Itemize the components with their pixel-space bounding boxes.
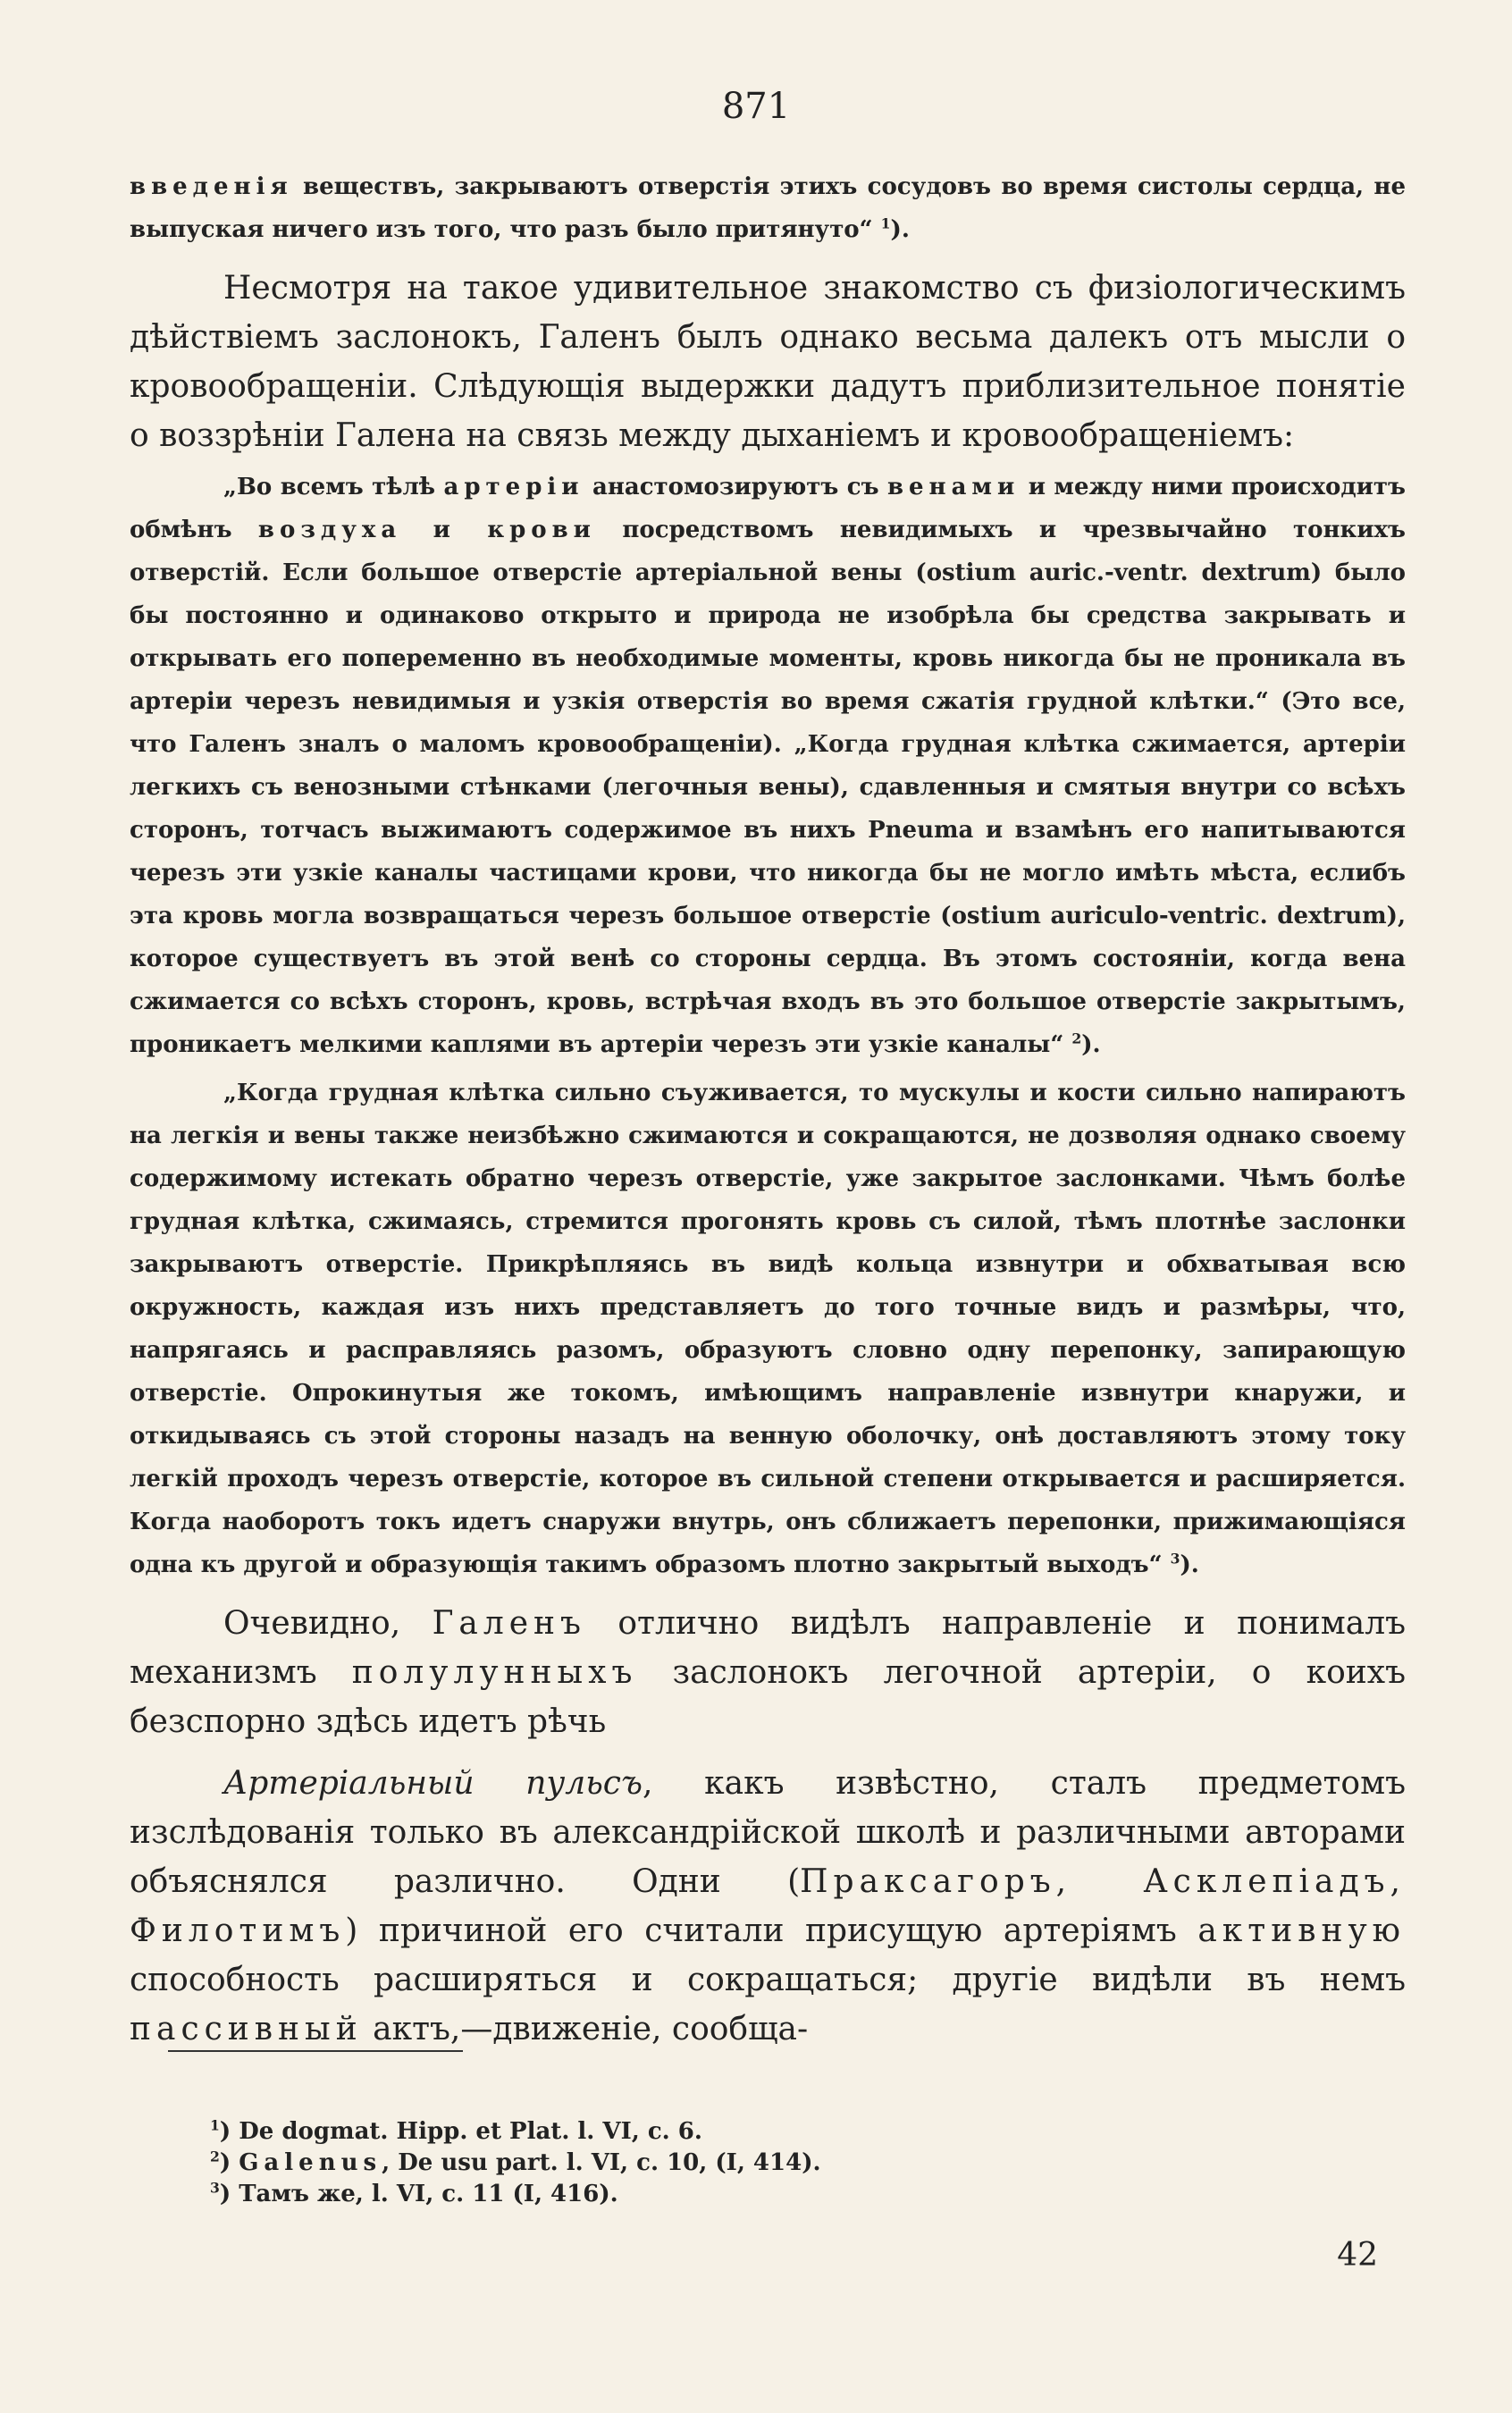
quote-paragraph-2 xyxy=(130,1072,1406,1586)
footnote-mark: 1 xyxy=(210,2116,220,2134)
main-text xyxy=(130,165,1406,2054)
footnote-text: , De usu part. l. VI, c. 10, (I, 414). xyxy=(382,2149,821,2176)
footnote-author: Galenus xyxy=(239,2149,382,2176)
italic-term: Артеріальный пульсъ xyxy=(223,1765,643,1802)
footnote-ref-2: 2 xyxy=(1071,1030,1082,1047)
spaced-text: полулунныхъ xyxy=(351,1654,638,1691)
text-run: ). xyxy=(1180,1551,1199,1578)
paragraph-3 xyxy=(130,1599,1406,1746)
quote-paragraph-1 xyxy=(130,466,1406,1066)
spaced-text: пассивный xyxy=(130,2011,363,2047)
spaced-text: введенія xyxy=(130,173,293,200)
text-run: , какъ извѣстно, сталъ предметомъ изслѣдованія только въ александрійской школѣ и различными авторами объяснялся различно. Одни ( xyxy=(130,1765,1406,1900)
footnote-1 xyxy=(210,2116,821,2148)
text-run: ) причиной его считали присущую артеріямъ xyxy=(345,1913,1198,1949)
paragraph-2: Несмотря на такое удивительное знакомство съ физіологическимъ дѣйствіемъ заслонокъ, Галенъ былъ однако весьма далекъ отъ мысли о кровообращеніи. Слѣдующія выдержки дадутъ приблизительное понятіе о воззрѣніи Галена на связь между дыханіемъ и кровообращеніемъ: xyxy=(130,270,1406,454)
text-run: „Во всемъ тѣлѣ xyxy=(223,474,444,500)
footnote-text: ) De dogmat. Hipp. et Plat. l. VI, c. 6. xyxy=(219,2118,702,2145)
footnote-mark: 3 xyxy=(210,2179,220,2197)
footnote-divider xyxy=(168,2050,463,2052)
paragraph-1 xyxy=(130,165,1406,251)
text-run: ). xyxy=(1081,1031,1101,1058)
footnote-mark: 2 xyxy=(210,2148,220,2165)
footnote-text: ) Тамъ же, l. VI, c. 11 (I, 416). xyxy=(219,2181,618,2207)
footnote-2: $^2$) Galenus, De usu part. l. VI, c. 10, (I, 414). xyxy=(210,2148,821,2176)
text-run: „Когда грудная клѣтка сильно съуживается, то мускулы и кости сильно напираютъ на легкія и вены также неизбѣжно сжимаются и сокращаются, не дозволяя однако своему содержимому истекать обратно черезъ отверстіе, уже закрытое заслонками. Чѣмъ болѣе грудная клѣтка, сжимаясь, стремится прогонять кровь съ силой, тѣмъ плотнѣе заслонки закрываютъ отверстіе. Прикрѣпляясь въ видѣ кольца извнутри и обхватывая всю окружность, каждая изъ нихъ представляетъ до того точные видъ и размѣры, что, напрягаясь и расправляясь разомъ, образуютъ словно одну перепонку, запирающую отверстіе. Опрокинутыя же токомъ, имѣющимъ направленіе извнутри кнаружи, и откидываясь съ этой стороны назадъ на венную оболочку, онѣ доставляютъ этому току легкій проходъ черезъ отверстіе, которое въ сильной степени открывается и расширяется. Когда наоборотъ токъ идетъ снаружи внутрь, онъ сближаетъ перепонки, прижимающіяся одна къ другой и образующія такимъ образомъ плотно закрытый выходъ“ xyxy=(130,1080,1406,1578)
footnote-ref-3: 3 xyxy=(1170,1550,1180,1568)
text-run: анастомозируютъ съ xyxy=(584,474,887,500)
text-run: посредствомъ невидимыхъ и чрезвычайно тонкихъ отверстій. Если большое отверстіе артеріальной вены (ostium auric.-ventr. dextrum) было бы постоянно и одинаково открыто и природа не изобрѣла бы средства закрывать и открывать его попеременно въ необходимые моменты, кровь никогда бы не проникала въ артеріи черезъ невидимыя и узкія отверстія во время сжатія грудной клѣтки.“ (Это все, что Галенъ зналъ о маломъ кровообращеніи). „Когда грудная клѣтка сжимается, артеріи легкихъ съ венозными стѣнками (легочныя вены), сдавленныя и смятыя внутри со всѣхъ сторонъ, тотчасъ выжимаютъ содержимое въ нихъ Pneuma и взамѣнъ его напитываются черезъ эти узкіе каналы частицами крови, что никогда бы не могло имѣть мѣста, еслибъ эта кровь могла возвращаться черезъ большое отверстіе (ostium auriculo-ventric. dextrum), которое существуетъ въ этой венѣ со стороны сердца. Въ этомъ состояніи, когда вена сжимается со всѣхъ сторонъ, кровь, встрѣчая входъ въ это большое отверстіе закрытымъ, проникаетъ мелкими каплями въ артеріи черезъ эти узкіе каналы“ xyxy=(130,517,1406,1058)
text-run: способность расширяться и сокращаться; другіе видѣли въ немъ xyxy=(130,1962,1406,1998)
paragraph-4 xyxy=(130,1759,1406,2054)
text-run: веществъ, закрываютъ отверстія этихъ сосудовъ во время систолы сердца, не выпуская ничего изъ того, что разъ было притянуто“ xyxy=(130,173,1406,243)
footnotes xyxy=(210,2116,821,2210)
spaced-text: венами xyxy=(886,474,1021,500)
spaced-text: воздуха и крови xyxy=(257,517,596,543)
sheet-number: 42 xyxy=(1337,2237,1378,2274)
text-run: заслонокъ легочной артеріи, о коихъ безспорно здѣсь идетъ рѣчь xyxy=(130,1654,1406,1740)
page-number: 871 xyxy=(721,86,791,127)
text-run: Очевидно, xyxy=(223,1605,433,1642)
text-run: актъ,—движеніе, сообща- xyxy=(362,2011,809,2047)
text-run: отлично видѣлъ направленіе и понималъ механизмъ xyxy=(130,1605,1406,1691)
footnote-ref-1: 1 xyxy=(880,214,891,232)
spaced-text: артеріи xyxy=(443,474,584,500)
spaced-text: Галенъ xyxy=(432,1605,586,1642)
text-run: и между ними происходитъ обмѣнъ xyxy=(130,474,1406,543)
spaced-text: активную xyxy=(1197,1913,1406,1949)
text-run: ). xyxy=(890,216,910,243)
spaced-text: Праксагоръ, Асклепіадъ, Филотимъ xyxy=(130,1863,1406,1949)
footnote-3 xyxy=(210,2179,821,2210)
